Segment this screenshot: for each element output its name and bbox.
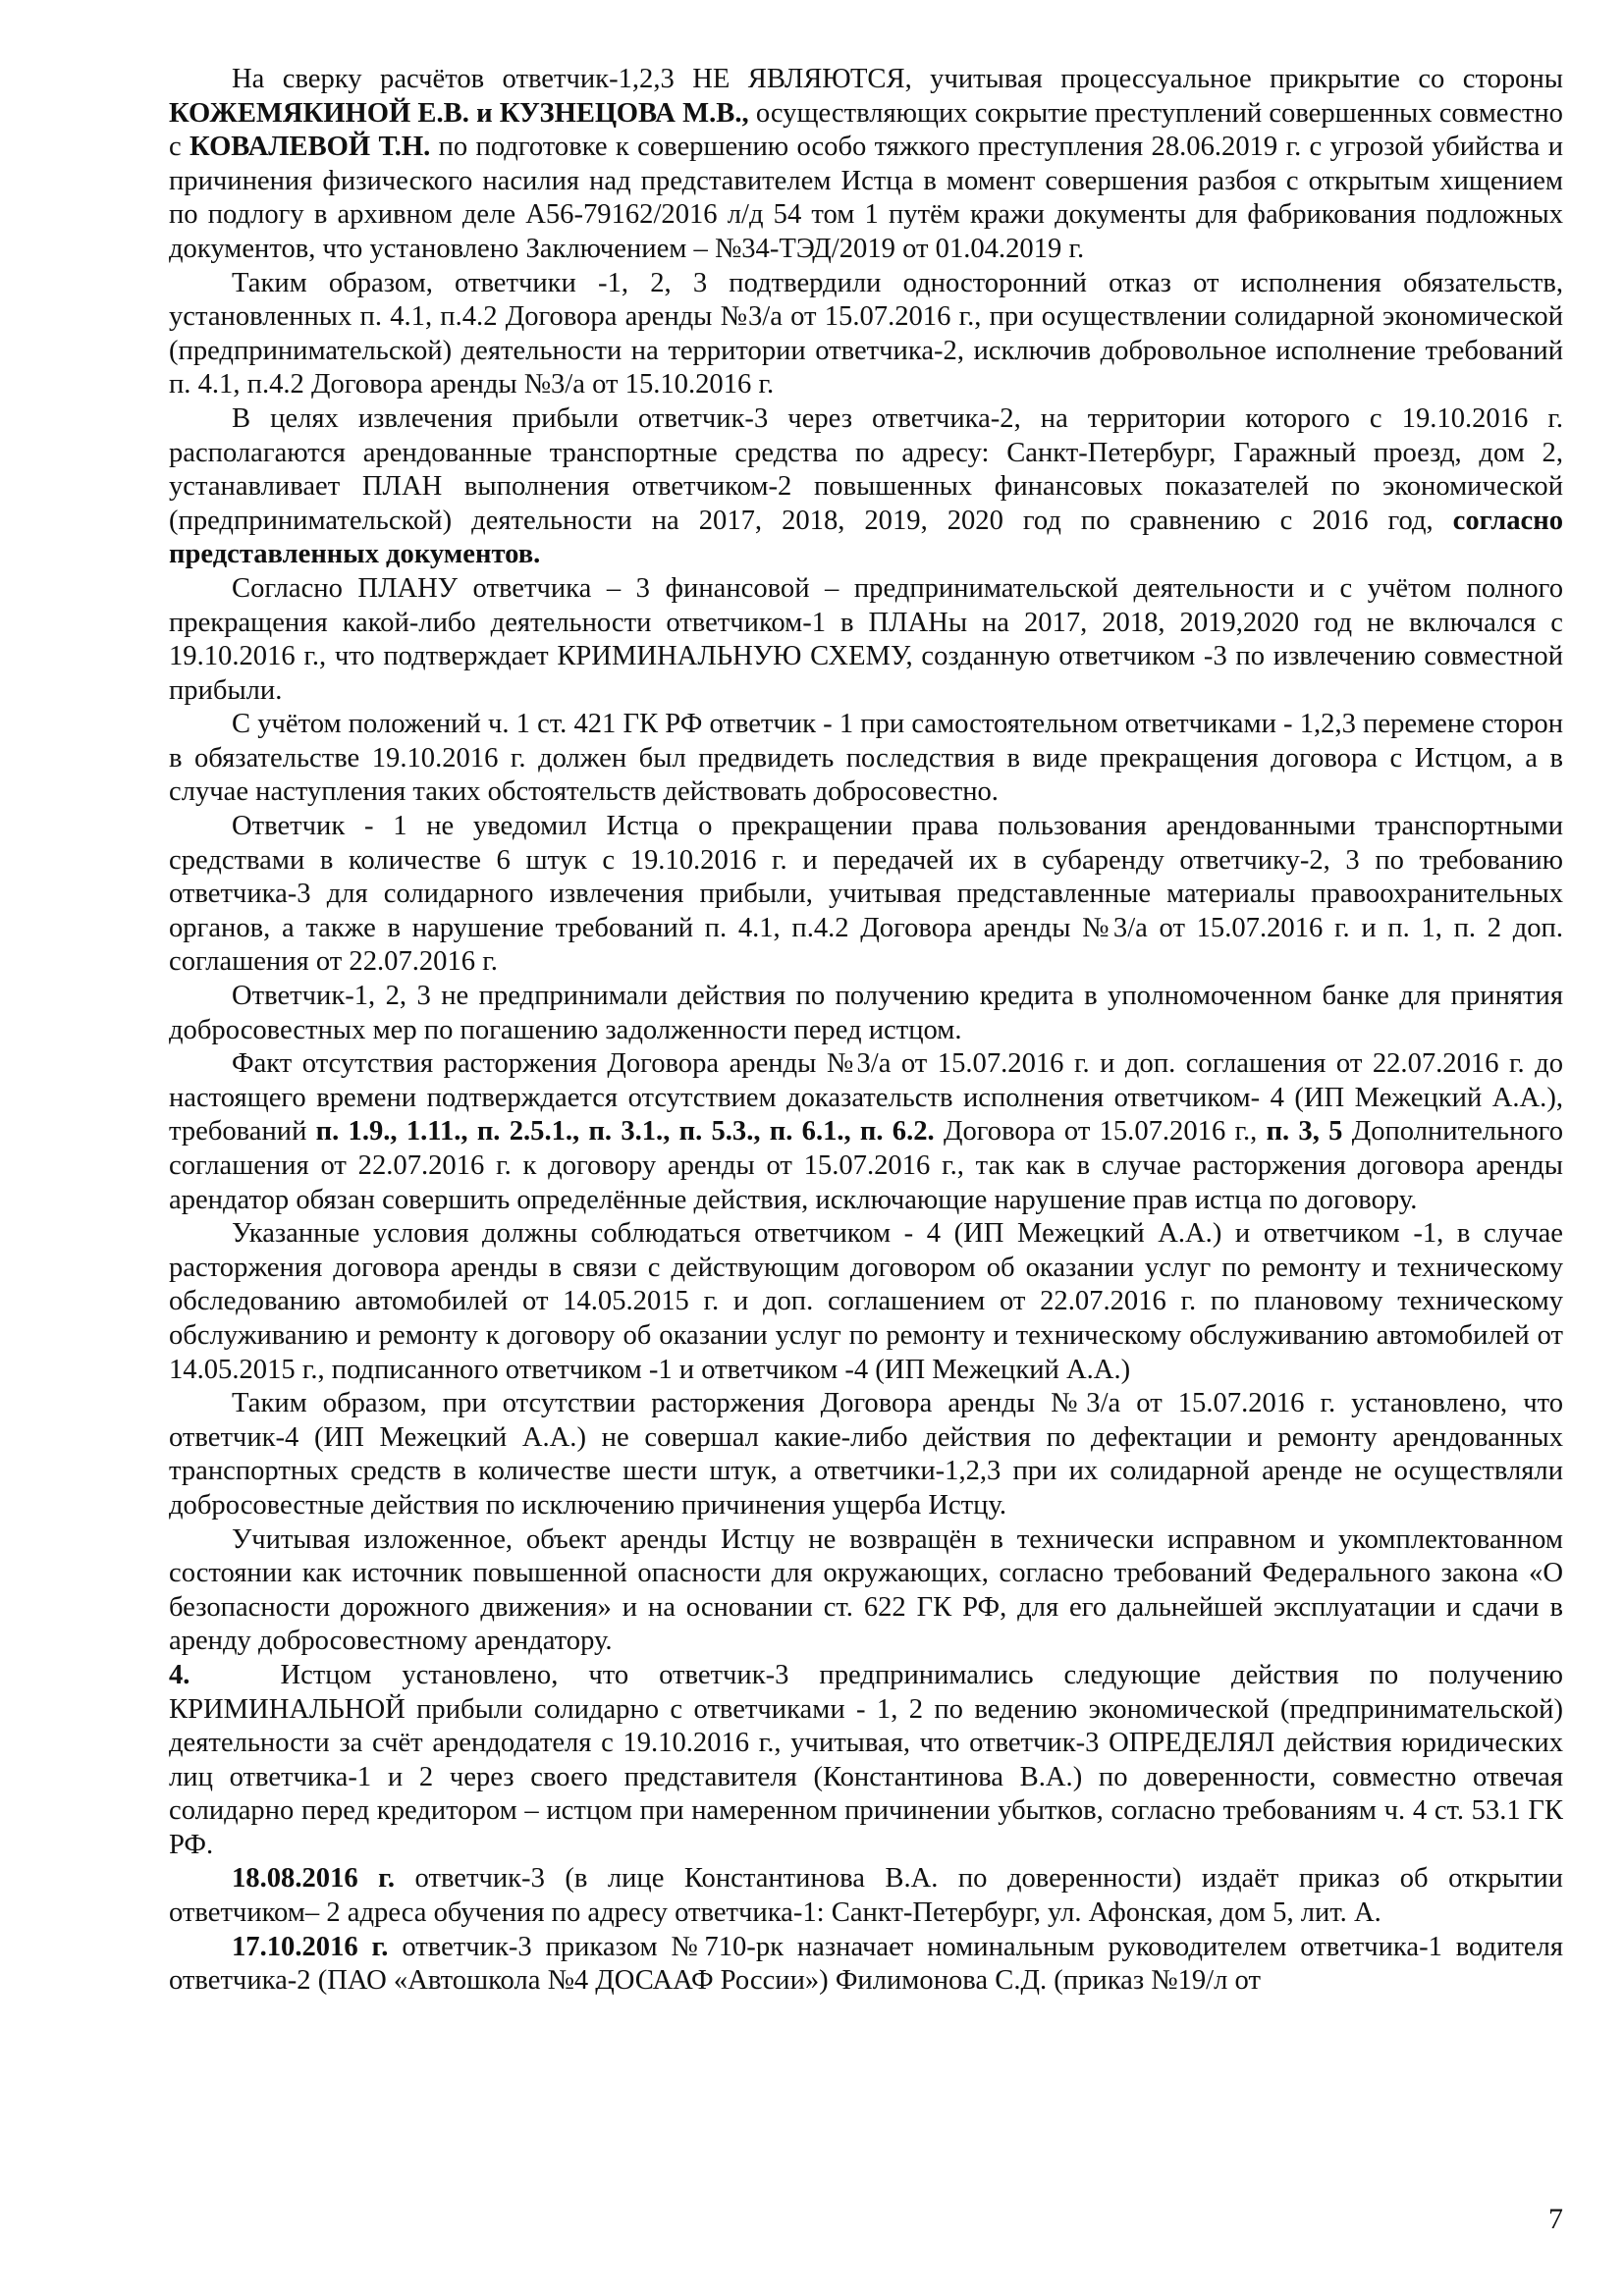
text-run: Договора от 15.07.2016 г., [934,1116,1267,1148]
paragraph [169,63,1563,267]
paragraph [169,980,1563,1047]
bold-text: 4. [169,1659,190,1690]
text-run: ответчик-3 (в лице Константинова В.А. по доверенности) издаёт приказ об открытии ответчиком– 2 адреса обучения по адресу ответчика-1: Санкт-Петербург, ул. Афонская, дом 5, лит. А. [169,1863,1563,1929]
text-run: Ответчик - 1 не уведомил Истца о прекращении права пользования арендованными транспортными средствами в количестве 6 штук с 19.10.2016 г. и передачей их в субаренду ответчику-2, 3 по требованию ответчика-3 для солидарного извлечения прибыли, учитывая представленные материалы правоохранительных органов, а также в нарушение требований п. 4.1, п.4.2 Договора аренды №3/а от 15.07.2016 г. и п. 1, п. 2 доп. соглашения от 22.07.2016 г. [169,811,1563,978]
paragraph [169,1387,1563,1522]
paragraph [169,1047,1563,1217]
text-run: Указанные условия должны соблюдаться ответчиком - 4 (ИП Межецкий А.А.) и ответчиком -1, в случае расторжения договора аренды в связи с действующим договором об оказании услуг по ремонту и техническому обследованию автомобилей от 14.05.2015 г. и доп. соглашением от 22.07.2016 г. по плановому техническому обслуживанию и ремонту к договору об оказании услуг по ремонту и техническому обслуживанию автомобилей от 14.05.2015 г., подписанного ответчиком -1 и ответчиком -4 (ИП Межецкий А.А.) [169,1218,1563,1385]
bold-text: КОВАЛЕВОЙ Т.Н. [189,132,431,163]
bold-text: согласно представленных документов. [169,505,1563,570]
bold-text: 17.10.2016 г. [232,1931,389,1962]
text-run: Факт отсутствия расторжения Договора аренды №3/а от 15.07.2016 г. и доп. соглашения от 22.07.2016 г. до настоящего времени подтверждается отсутствием доказательств исполнения ответчиком- 4 (ИП Межецкий А.А.), требований [169,1048,1563,1148]
text-run: Таким образом, при отсутствии расторжения Договора аренды №3/а от 15.07.2016 г. установлено, что ответчик-4 (ИП Межецкий А.А.) не совершал какие-либо действия по дефектации и ремонту арендованных транспортных средств в количестве шести штук, а ответчики-1,2,3 при их солидарной аренде не осуществляли добросовестные действия по исключению причинения ущерба Истцу. [169,1388,1563,1521]
paragraph [169,1523,1563,1659]
text-run: Таким образом, ответчики -1, 2, 3 подтвердили односторонний отказ от исполнения обязательств, установленных п. 4.1, п.4.2 Договора аренды №3/а от 15.07.2016 г., при осуществлении солидарной экономической (предпринимательской) деятельности на территории ответчика-2, исключив добровольное исполнение требований п. 4.1, п.4.2 Договора аренды №3/а от 15.10.2016 г. [169,267,1563,400]
document-body [169,63,1563,1999]
bold-text: КОЖЕМЯКИНОЙ Е.В. и КУЗНЕЦОВА М.В., [169,97,749,129]
paragraph [169,572,1563,708]
paragraph [169,1931,1563,1999]
text-run: Ответчик-1, 2, 3 не предпринимали действия по получению кредита в уполномоченном банке для принятия добросовестных мер по погашению задолженности перед истцом. [169,981,1563,1045]
paragraph [169,267,1563,402]
text-run: по подготовке к совершению особо тяжкого преступления 28.06.2019 г. с угрозой убийства и причинения физического насилия над представителем Истца в момент совершения разбоя с открытым хищением по подлогу в архивном деле А56-79162/2016 л/д 54 том 1 путём кражи документы для фабрикования подложных документов, что установлено Заключением – №34-ТЭД/2019 от 01.04.2019 г. [169,132,1564,264]
text-run: Согласно ПЛАНУ ответчика – 3 финансовой – предпринимательской деятельности и с учётом полного прекращения какой-либо деятельности ответчиком-1 в ПЛАНы на 2017, 2018, 2019,2020 год не включался с 19.10.2016 г., что подтверждает КРИМИНАЛЬНУЮ СХЕМУ, созданную ответчиком -3 по извлечению совместной прибыли. [169,572,1563,706]
bold-text: п. 3, 5 [1266,1116,1343,1148]
text-run: Истцом установлено, что ответчик-3 предпринимались следующие действия по получению КРИМИНАЛЬНОЙ прибыли солидарно с ответчиками - 1, 2 по ведению экономической (предпринимательской) деятельности за счёт арендодателя с 19.10.2016 г., учитывая, что ответчик-3 ОПРЕДЕЛЯЛ действия юридических лиц ответчика-1 и 2 через своего представителя (Константинова В.А.) по доверенности, совместно отвечая солидарно перед кредитором – истцом при намеренном причинении убытков, согласно требованиям ч. 4 ст. 53.1 ГК РФ. [169,1659,1563,1860]
paragraph [169,810,1563,980]
text-run: В целях извлечения прибыли ответчик-3 через ответчика-2, на территории которого с 19.10.2016 г. располагаются арендованные транспортные средства по адресу: Санкт-Петербург, Гаражный проезд, дом 2, устанавливает ПЛАН выполнения ответчиком-2 повышенных финансовых показателей по экономической (предпринимательской) деятельности на 2017, 2018, 2019, 2020 год по сравнению с 2016 год, [169,402,1563,536]
paragraph [169,1862,1563,1930]
text-run: С учётом положений ч. 1 ст. 421 ГК РФ ответчик - 1 при самостоятельном ответчиками - 1,2,3 перемене сторон в обязательстве 19.10.2016 г. должен был предвидеть последствия в виде прекращения договора с Истцом, а в случае наступления таких обстоятельств действовать добросовестно. [169,709,1563,808]
bold-text: п. 1.9., 1.11., п. 2.5.1., п. 3.1., п. 5.3., п. 6.1., п. 6.2. [315,1116,935,1148]
page-number: 7 [1548,2203,1563,2235]
paragraph [169,402,1563,572]
text-run: На сверку расчётов ответчик-1,2,3 НЕ ЯВЛЯЮТСЯ, учитывая процессуальное прикрытие со стороны [232,64,1563,94]
text-run: ответчик-3 приказом №710-рк назначает номинальным руководителем ответчика-1 водителя ответчика-2 (ПАО «Автошкола №4 ДОСААФ России») Филимонова С.Д. (приказ №19/л от [169,1931,1563,1997]
text-run: Учитывая изложенное, объект аренды Истцу не возвращён в технически исправном и укомплектованном состоянии как источник повышенной опасности для окружающих, согласно требований Федерального закона «О безопасности дорожного движения» и на основании ст. 622 ГК РФ, для его дальнейшей эксплуатации и сдачи в аренду добросовестному арендатору. [169,1523,1563,1657]
paragraph [169,1217,1563,1387]
paragraph [169,1659,1563,1863]
bold-text: 18.08.2016 г. [232,1863,396,1895]
text-run: осуществляющих сокрытие преступлений совершенных совместно с [169,97,1563,163]
text-run: Дополнительного соглашения от 22.07.2016 г. к договору аренды от 15.07.2016 г., так как в случае расторжения договора аренды арендатор обязан совершить определённые действия, исключающие нарушение прав истца по договору. [169,1116,1563,1215]
paragraph [169,708,1563,810]
